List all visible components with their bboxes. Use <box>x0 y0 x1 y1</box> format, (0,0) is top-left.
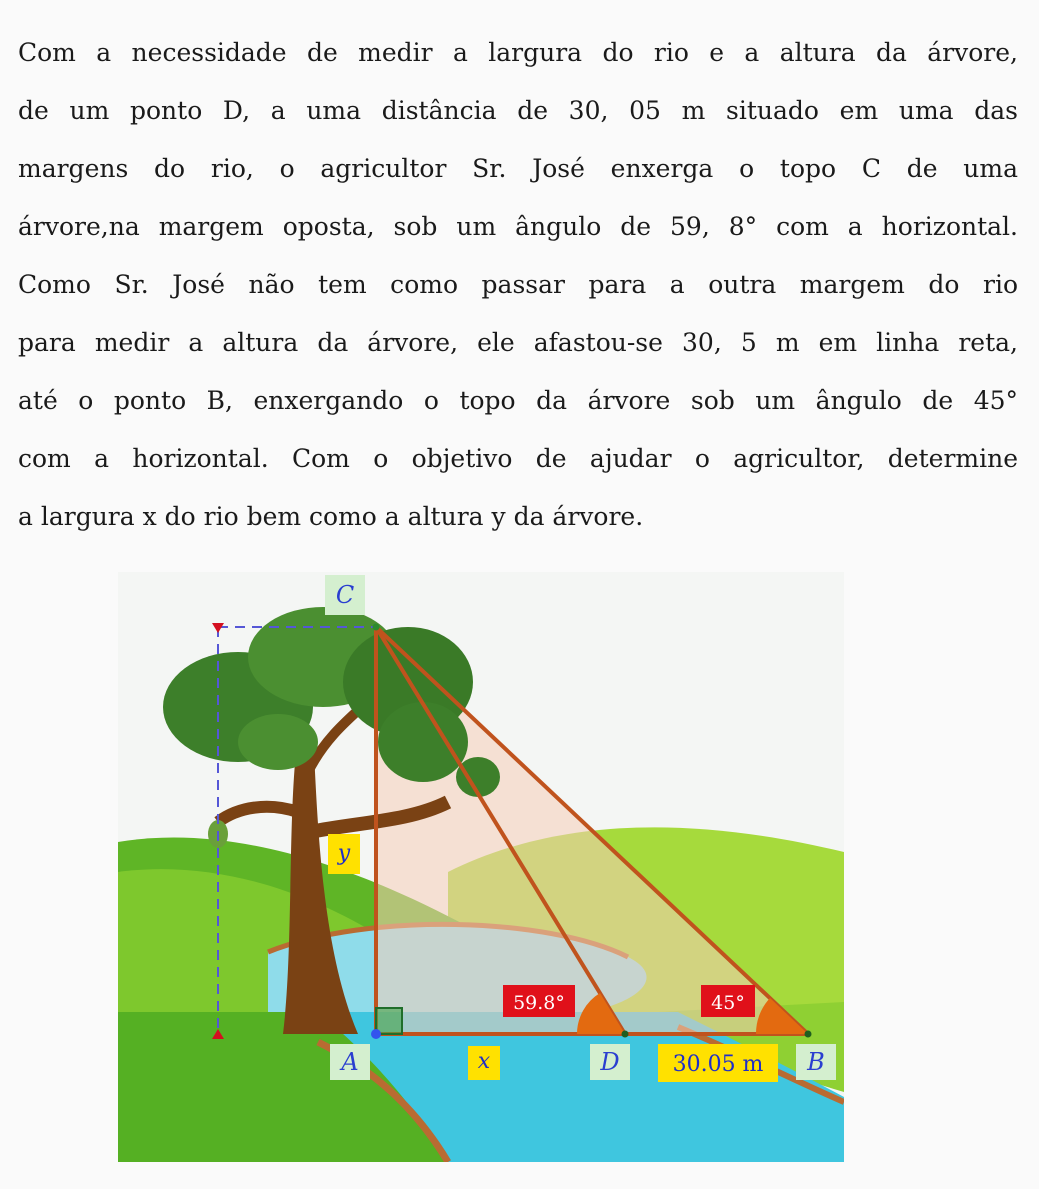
label-point-C <box>325 575 365 615</box>
problem-line: Como Sr. José não tem como passar para a outra margem do rio <box>18 270 1018 299</box>
problem-line: margens do rio, o agricultor Sr. José enxerga o topo C de uma <box>18 154 1018 183</box>
problem-line: para medir a altura da árvore, ele afastou-se 30, 5 m em linha reta, <box>18 328 1018 357</box>
label-x <box>468 1046 500 1080</box>
svg-text:30.05 m: 30.05 m <box>672 1052 764 1077</box>
label-point-D <box>590 1044 630 1080</box>
svg-text:D: D <box>600 1048 620 1076</box>
point-B <box>805 1031 812 1038</box>
label-point-B <box>796 1044 836 1080</box>
svg-text:x: x <box>477 1049 491 1074</box>
river-tree-diagram <box>118 572 844 1162</box>
svg-text:A: A <box>341 1048 359 1076</box>
problem-line: até o ponto B, enxergando o topo da árvore sob um ângulo de 45° <box>18 386 1018 415</box>
svg-text:59.8°: 59.8° <box>513 992 565 1014</box>
problem-statement <box>18 24 1018 546</box>
problem-line: árvore,na margem oposta, sob um ângulo de 59, 8° com a horizontal. <box>18 212 1018 241</box>
problem-line: a largura x do rio bem como a altura y da árvore. <box>18 502 644 531</box>
label-distance-DB <box>658 1044 778 1082</box>
label-point-A <box>330 1044 370 1080</box>
point-D <box>622 1031 629 1038</box>
problem-line: Com a necessidade de medir a largura do rio e a altura da árvore, <box>18 38 1018 67</box>
problem-line: de um ponto D, a uma distância de 30, 05 m situado em uma das <box>18 96 1018 125</box>
point-C <box>373 624 380 631</box>
svg-text:C: C <box>335 581 355 609</box>
label-angle-D <box>503 985 575 1017</box>
label-y <box>328 834 360 874</box>
svg-text:y: y <box>337 841 351 866</box>
svg-text:45°: 45° <box>711 992 745 1014</box>
problem-line: com a horizontal. Com o objetivo de ajudar o agricultor, determine <box>18 444 1018 473</box>
point-A <box>371 1029 381 1039</box>
svg-text:B: B <box>807 1048 825 1076</box>
right-angle-marker <box>376 1008 402 1034</box>
label-angle-B <box>701 985 755 1017</box>
